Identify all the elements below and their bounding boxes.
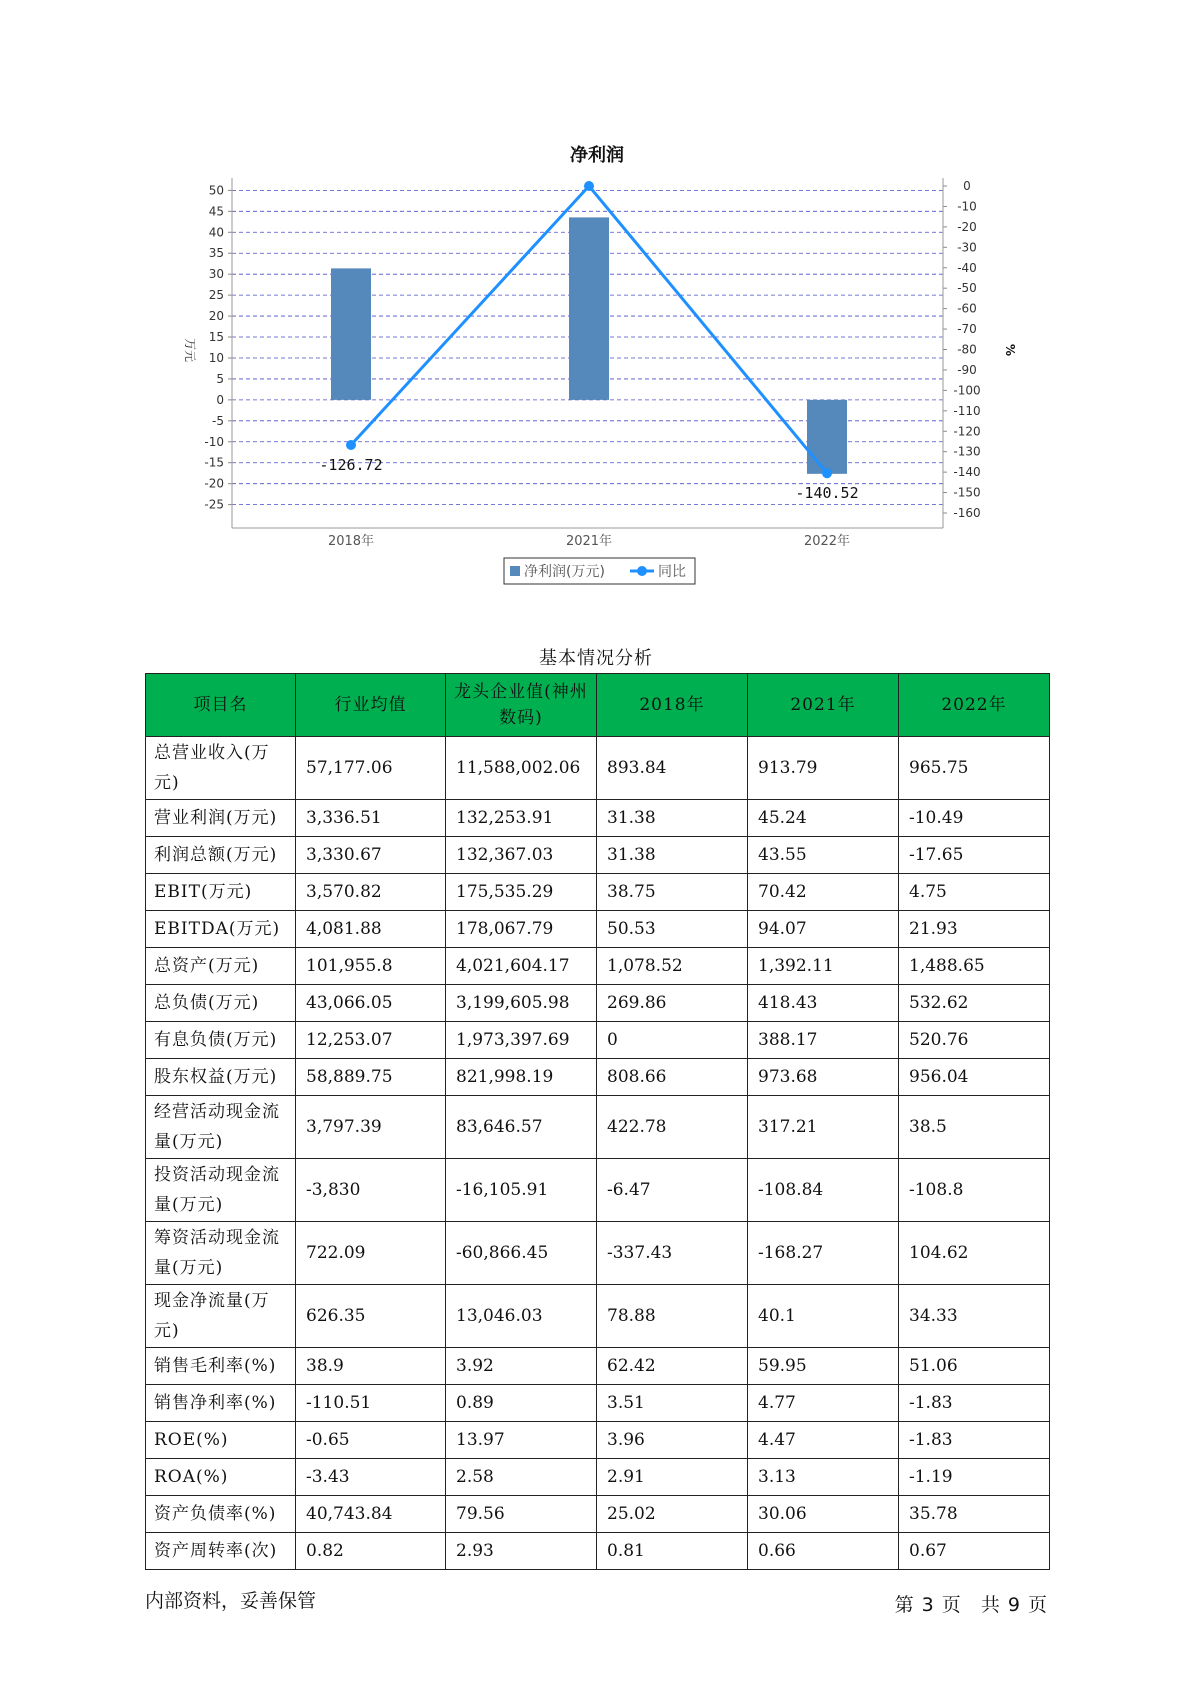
right-tick-label: -120 bbox=[953, 424, 981, 439]
right-tick-label: -40 bbox=[957, 260, 977, 275]
legend-bar-swatch bbox=[510, 566, 520, 576]
row-label: 股东权益(万元) bbox=[146, 1059, 296, 1096]
table-row bbox=[146, 1348, 1050, 1385]
table-row bbox=[146, 1459, 1050, 1496]
row-value: 31.38 bbox=[597, 837, 748, 874]
row-value: 50.53 bbox=[597, 911, 748, 948]
row-value: 38.75 bbox=[597, 874, 748, 911]
left-tick-label: -15 bbox=[204, 455, 224, 470]
row-value: 12,253.07 bbox=[296, 1022, 446, 1059]
row-value: 532.62 bbox=[899, 985, 1050, 1022]
table-row bbox=[146, 911, 1050, 948]
row-value: 4,081.88 bbox=[296, 911, 446, 948]
row-value: 59.95 bbox=[748, 1348, 899, 1385]
row-label: ROE(%) bbox=[146, 1422, 296, 1459]
header-2018: 2018年 bbox=[597, 674, 748, 737]
row-value: 1,392.11 bbox=[748, 948, 899, 985]
yoy-data-label: -140.52 bbox=[795, 484, 859, 503]
row-value: 317.21 bbox=[748, 1096, 899, 1159]
row-value: 956.04 bbox=[899, 1059, 1050, 1096]
row-value: 1,973,397.69 bbox=[446, 1022, 597, 1059]
yoy-point bbox=[584, 181, 594, 191]
row-label: 销售毛利率(%) bbox=[146, 1348, 296, 1385]
row-label: 总负债(万元) bbox=[146, 985, 296, 1022]
row-value: 3.96 bbox=[597, 1422, 748, 1459]
row-value: 722.09 bbox=[296, 1222, 446, 1285]
row-value: 520.76 bbox=[899, 1022, 1050, 1059]
x-tick-label: 2018年 bbox=[327, 534, 375, 549]
row-value: 2.58 bbox=[446, 1459, 597, 1496]
page-prefix: 第 bbox=[894, 1594, 914, 1616]
row-value: 40,743.84 bbox=[296, 1496, 446, 1533]
x-tick-label: 2022年 bbox=[803, 534, 851, 549]
row-value: 57,177.06 bbox=[296, 737, 446, 800]
right-tick-label: -140 bbox=[953, 465, 981, 480]
row-value: 38.9 bbox=[296, 1348, 446, 1385]
page-mid: 页 bbox=[941, 1594, 961, 1616]
row-value: 3,570.82 bbox=[296, 874, 446, 911]
row-value: 4.77 bbox=[748, 1385, 899, 1422]
row-value: -3,830 bbox=[296, 1159, 446, 1222]
row-value: 0 bbox=[597, 1022, 748, 1059]
page-number bbox=[891, 1590, 1051, 1617]
table-row bbox=[146, 1422, 1050, 1459]
row-value: -17.65 bbox=[899, 837, 1050, 874]
right-tick-label: -130 bbox=[953, 444, 981, 459]
table-row bbox=[146, 737, 1050, 800]
row-value: 0.81 bbox=[597, 1533, 748, 1570]
right-axis-title: % bbox=[1003, 343, 1017, 357]
left-tick-label: 30 bbox=[208, 267, 224, 282]
table-header-row bbox=[146, 674, 1050, 737]
row-value: 0.66 bbox=[748, 1533, 899, 1570]
row-value: -108.8 bbox=[899, 1159, 1050, 1222]
row-value: 0.89 bbox=[446, 1385, 597, 1422]
row-label: 经营活动现金流量(万元) bbox=[146, 1096, 296, 1159]
left-tick-label: -20 bbox=[204, 476, 224, 491]
row-label: 投资活动现金流量(万元) bbox=[146, 1159, 296, 1222]
left-tick-label: 15 bbox=[208, 330, 224, 345]
row-value: 3,199,605.98 bbox=[446, 985, 597, 1022]
page-current: 3 bbox=[921, 1594, 934, 1616]
right-tick-label: -70 bbox=[957, 322, 977, 337]
row-value: 13.97 bbox=[446, 1422, 597, 1459]
left-tick-label: -10 bbox=[204, 434, 224, 449]
row-value: 62.42 bbox=[597, 1348, 748, 1385]
table-row bbox=[146, 1096, 1050, 1159]
row-value: -337.43 bbox=[597, 1222, 748, 1285]
row-value: 21.93 bbox=[899, 911, 1050, 948]
left-axis-title: 万元 bbox=[183, 337, 197, 363]
table-row bbox=[146, 837, 1050, 874]
header-item-name: 项目名 bbox=[146, 674, 296, 737]
right-tick-label: -90 bbox=[957, 362, 977, 377]
table-row bbox=[146, 1022, 1050, 1059]
row-value: 43.55 bbox=[748, 837, 899, 874]
row-value: -1.83 bbox=[899, 1385, 1050, 1422]
row-value: 2.91 bbox=[597, 1459, 748, 1496]
left-tick-label: 45 bbox=[208, 204, 224, 219]
left-tick-label: 35 bbox=[208, 246, 224, 261]
row-value: 3,797.39 bbox=[296, 1096, 446, 1159]
row-label: EBITDA(万元) bbox=[146, 911, 296, 948]
bar bbox=[569, 217, 609, 399]
table-row bbox=[146, 874, 1050, 911]
row-value: -168.27 bbox=[748, 1222, 899, 1285]
right-tick-label: -80 bbox=[957, 342, 977, 357]
row-value: -3.43 bbox=[296, 1459, 446, 1496]
row-value: 104.62 bbox=[899, 1222, 1050, 1285]
row-value: 1,078.52 bbox=[597, 948, 748, 985]
row-value: -110.51 bbox=[296, 1385, 446, 1422]
row-value: 51.06 bbox=[899, 1348, 1050, 1385]
row-value: -6.47 bbox=[597, 1159, 748, 1222]
row-value: 34.33 bbox=[899, 1285, 1050, 1348]
bar bbox=[331, 268, 371, 399]
row-value: 269.86 bbox=[597, 985, 748, 1022]
net-profit-chart bbox=[0, 0, 1191, 600]
row-value: 3,336.51 bbox=[296, 800, 446, 837]
row-value: 83,646.57 bbox=[446, 1096, 597, 1159]
row-value: 43,066.05 bbox=[296, 985, 446, 1022]
row-label: 利润总额(万元) bbox=[146, 837, 296, 874]
right-tick-label: -110 bbox=[953, 403, 981, 418]
right-tick-label: -100 bbox=[953, 383, 981, 398]
yoy-data-label: -126.72 bbox=[319, 455, 383, 474]
right-tick-label: 0 bbox=[963, 179, 971, 193]
row-label: 营业利润(万元) bbox=[146, 800, 296, 837]
row-value: 30.06 bbox=[748, 1496, 899, 1533]
total-prefix: 共 bbox=[980, 1594, 1000, 1616]
legend-line-label: 同比 bbox=[658, 564, 686, 580]
row-value: 1,488.65 bbox=[899, 948, 1050, 985]
row-label: 有息负债(万元) bbox=[146, 1022, 296, 1059]
row-value: 3.51 bbox=[597, 1385, 748, 1422]
right-tick-label: -10 bbox=[957, 199, 977, 214]
row-value: 58,889.75 bbox=[296, 1059, 446, 1096]
left-tick-label: 25 bbox=[208, 288, 224, 303]
right-tick-label: -50 bbox=[957, 281, 977, 296]
header-industry-average: 行业均值 bbox=[296, 674, 446, 737]
row-label: ROA(%) bbox=[146, 1459, 296, 1496]
row-value: 175,535.29 bbox=[446, 874, 597, 911]
right-tick-label: -150 bbox=[953, 485, 981, 500]
left-tick-label: 5 bbox=[216, 371, 224, 386]
row-value: 3.13 bbox=[748, 1459, 899, 1496]
basic-analysis-table bbox=[145, 673, 1050, 1570]
row-value: 893.84 bbox=[597, 737, 748, 800]
row-value: 626.35 bbox=[296, 1285, 446, 1348]
row-value: 4.75 bbox=[899, 874, 1050, 911]
left-tick-label: -25 bbox=[204, 497, 224, 512]
row-value: 31.38 bbox=[597, 800, 748, 837]
right-tick-label: -160 bbox=[953, 506, 981, 520]
row-value: 973.68 bbox=[748, 1059, 899, 1096]
left-tick-label: 20 bbox=[208, 309, 224, 324]
left-tick-label: 50 bbox=[208, 183, 224, 198]
row-label: 资产周转率(次) bbox=[146, 1533, 296, 1570]
page-total: 9 bbox=[1007, 1594, 1020, 1616]
row-value: 418.43 bbox=[748, 985, 899, 1022]
x-tick-label: 2021年 bbox=[565, 534, 613, 549]
row-value: 70.42 bbox=[748, 874, 899, 911]
row-value: 13,046.03 bbox=[446, 1285, 597, 1348]
left-tick-label: -5 bbox=[212, 413, 224, 428]
row-label: 总营业收入(万元) bbox=[146, 737, 296, 800]
bar bbox=[807, 400, 847, 474]
row-value: -10.49 bbox=[899, 800, 1050, 837]
row-label: 销售净利率(%) bbox=[146, 1385, 296, 1422]
row-value: 821,998.19 bbox=[446, 1059, 597, 1096]
row-label: 现金净流量(万元) bbox=[146, 1285, 296, 1348]
row-value: 101,955.8 bbox=[296, 948, 446, 985]
table-row bbox=[146, 1059, 1050, 1096]
right-tick-label: -30 bbox=[957, 240, 977, 255]
row-value: 0.67 bbox=[899, 1533, 1050, 1570]
row-value: 3,330.67 bbox=[296, 837, 446, 874]
row-value: 2.93 bbox=[446, 1533, 597, 1570]
yoy-point bbox=[346, 440, 356, 450]
row-value: 35.78 bbox=[899, 1496, 1050, 1533]
right-tick-label: -20 bbox=[957, 219, 977, 234]
row-value: 38.5 bbox=[899, 1096, 1050, 1159]
row-value: 94.07 bbox=[748, 911, 899, 948]
row-value: 79.56 bbox=[446, 1496, 597, 1533]
left-tick-label: 10 bbox=[208, 350, 224, 365]
legend-line-marker bbox=[637, 566, 647, 576]
row-value: 178,067.79 bbox=[446, 911, 597, 948]
table-title: 基本情况分析 bbox=[539, 648, 653, 669]
row-value: 913.79 bbox=[748, 737, 899, 800]
table-row bbox=[146, 1496, 1050, 1533]
row-value: 808.66 bbox=[597, 1059, 748, 1096]
yoy-point bbox=[822, 468, 832, 478]
row-value: 78.88 bbox=[597, 1285, 748, 1348]
row-value: 0.82 bbox=[296, 1533, 446, 1570]
table-row bbox=[146, 1159, 1050, 1222]
legend-bar-label: 净利润(万元) bbox=[524, 564, 605, 580]
row-value: -16,105.91 bbox=[446, 1159, 597, 1222]
row-value: -60,866.45 bbox=[446, 1222, 597, 1285]
row-value: 132,367.03 bbox=[446, 837, 597, 874]
row-label: EBIT(万元) bbox=[146, 874, 296, 911]
header-2021: 2021年 bbox=[748, 674, 899, 737]
table-row bbox=[146, 1533, 1050, 1570]
row-value: 422.78 bbox=[597, 1096, 748, 1159]
row-value: -1.83 bbox=[899, 1422, 1050, 1459]
left-tick-label: 40 bbox=[208, 225, 224, 240]
table-row bbox=[146, 985, 1050, 1022]
row-label: 总资产(万元) bbox=[146, 948, 296, 985]
footer-confidential-note: 内部资料，妥善保管 bbox=[145, 1590, 317, 1612]
row-value: 45.24 bbox=[748, 800, 899, 837]
row-value: 4,021,604.17 bbox=[446, 948, 597, 985]
table-row bbox=[146, 1285, 1050, 1348]
row-value: 965.75 bbox=[899, 737, 1050, 800]
table-row bbox=[146, 948, 1050, 985]
chart-title: 净利润 bbox=[570, 145, 624, 166]
row-value: 3.92 bbox=[446, 1348, 597, 1385]
page-suffix: 页 bbox=[1027, 1594, 1047, 1616]
row-value: 132,253.91 bbox=[446, 800, 597, 837]
row-value: 25.02 bbox=[597, 1496, 748, 1533]
row-label: 筹资活动现金流量(万元) bbox=[146, 1222, 296, 1285]
row-value: -1.19 bbox=[899, 1459, 1050, 1496]
left-tick-label: 0 bbox=[216, 392, 224, 407]
right-tick-label: -60 bbox=[957, 301, 977, 316]
table-row bbox=[146, 1385, 1050, 1422]
row-value: 4.47 bbox=[748, 1422, 899, 1459]
row-value: 40.1 bbox=[748, 1285, 899, 1348]
row-value: 388.17 bbox=[748, 1022, 899, 1059]
row-label: 资产负债率(%) bbox=[146, 1496, 296, 1533]
table-row bbox=[146, 800, 1050, 837]
header-leader-value: 龙头企业值(神州数码) bbox=[446, 674, 597, 737]
header-2022: 2022年 bbox=[899, 674, 1050, 737]
row-value: -0.65 bbox=[296, 1422, 446, 1459]
row-value: -108.84 bbox=[748, 1159, 899, 1222]
table-row bbox=[146, 1222, 1050, 1285]
row-value: 11,588,002.06 bbox=[446, 737, 597, 800]
